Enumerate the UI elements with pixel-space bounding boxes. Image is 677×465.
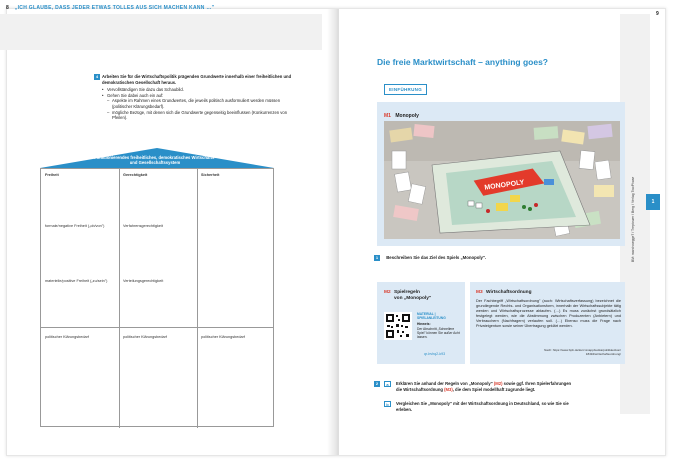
m2-title: Spielregeln — [394, 290, 420, 295]
m2-web-code[interactable]: qr-bvhq2-k93 — [424, 352, 446, 356]
column-header-freiheit: Freiheit — [45, 173, 59, 177]
house-diagram — [40, 168, 274, 427]
m3-source: Nach: https://www.bpb.de/kurz-knapp/lexika/politiklexikon/ 18494/wirtschaftsordnung/ — [544, 348, 621, 356]
m2-info — [417, 312, 461, 339]
task-2b — [374, 401, 574, 412]
task-intro: Arbeiten Sie für die Wirtschaftspolitik prägenden Grundwerte innerhalb einer freiheitlichen und demokratischen Gesellschaft heraus. — [102, 74, 292, 85]
column-header-gerechtigkeit: Gerechtigkeit — [123, 173, 148, 177]
m2-hint-label: Hinweis: — [417, 322, 431, 327]
task-bullet: • Vervollständigen Sie dazu das Schaubild. — [102, 87, 292, 93]
cell-text: politischer Klärungsbedarf — [201, 335, 245, 339]
task-text: Erklären Sie anhand der Regeln von „Monopoly" — [396, 381, 494, 386]
material-ref: (M3) — [444, 386, 453, 392]
m1-number: M1 — [384, 113, 391, 119]
monopoly-photo — [384, 121, 620, 239]
task-bullets — [102, 87, 292, 121]
cell-text: formale/negative Freiheit („ob/von") — [45, 224, 105, 228]
task-text: sowie ggf. Ihren Spielerfahrungen die Wirtschaftsordnung — [396, 381, 572, 392]
task-number-badge: 4 — [95, 74, 99, 79]
m3-title: Wirtschaftsordnung — [486, 290, 532, 295]
cell-text: Verfahrensgerechtigkeit — [123, 224, 163, 228]
m2-number: M2 — [384, 290, 391, 295]
task-1 — [374, 255, 486, 261]
subtask-letter: a — [384, 381, 391, 387]
task-2a — [374, 381, 574, 392]
task-number-badge: 2 — [375, 381, 379, 386]
task-number-badge: 1 — [375, 255, 379, 260]
left-header-band — [0, 14, 322, 50]
task-text: Vergleichen Sie „Monopoly" mit der Wirtschaftsordnung in Deutschland, so wie Sie sie erleben. — [396, 401, 569, 412]
column-header-sicherheit: Sicherheit — [201, 173, 220, 177]
side-credit-text: BM: marchwegge7 / Treptower / Berg / Verlag TwoPhase — [631, 176, 635, 262]
cell-text: politischer Klärungsbedarf — [123, 335, 167, 339]
task-bullet: • Gehen Sie dabei auch ein auf: — [102, 93, 292, 99]
task-text: , die dem Spiel modellhaft zugrunde liegt. — [452, 386, 536, 392]
intro-tag: EINFÜHRUNG — [384, 84, 427, 95]
left-task — [95, 74, 292, 121]
qr-code-icon[interactable] — [384, 312, 412, 340]
right-page-number: 9 — [656, 11, 659, 17]
house-roof-title: Funktionierendes freiheitliches, demokratisches Wirtschafts- und Gesellschaftssystem — [94, 155, 216, 165]
cell-text: politischer Klärungsbedarf — [45, 335, 89, 339]
task-2 — [374, 381, 574, 421]
m2-material-heading: MATERIAL | SPIELANLEITUNG — [417, 312, 446, 321]
svg-text:MONOPOLY: MONOPOLY — [484, 179, 525, 192]
chapter-tab[interactable]: 1 — [646, 194, 660, 210]
house-row-divider — [41, 327, 273, 328]
m3-body-text: Der Fachbegriff „Wirtschaftsordnung" (auch: Wirtschaftsverfassung) bezeichnet die grundlegende Rechts- und Organisationsform, innerhalb der Wirtschaftssubjekte tätig werden und Wirtschaftsprozesse ablaufen. (…) Es muss zunächst grundsätzlich festgelegt werden, wie die Abstimmung zwischen Produzenten (Anbietern) und Verbrauchern (Nachfragern) verlaufen soll. (…) Ebenso muss die Frage nach Privateigentum sowie seiner Übertragung geklärt werden. — [476, 299, 621, 328]
task-text: Beschreiben Sie das Ziel des Spiels „Monopoly". — [386, 255, 487, 260]
m2-title-block — [384, 290, 431, 302]
house-column-divider — [197, 169, 198, 428]
material-ref: (M2) — [493, 381, 503, 386]
subtask-letter: b — [384, 401, 391, 407]
task-sub-bullet: – Aspekte im Rahmen eines Grundwertes, die jeweils politisch ausformuliert werden müssen (politischer Klärungsbedarf). — [102, 98, 292, 109]
running-title: „ICH GLAUBE, DASS JEDER ETWAS TOLLES AUS SICH MACHEN KANN …" — [14, 5, 215, 11]
m1-title: Monopoly — [395, 113, 419, 119]
m1-label — [384, 113, 419, 119]
m3-title-block — [476, 290, 532, 295]
page-title: Die freie Marktwirtschaft – anything goes? — [377, 57, 548, 67]
left-page-number: 8 — [6, 5, 10, 11]
running-header — [6, 5, 214, 11]
m3-number: M3 — [476, 290, 483, 295]
m2-subtitle: von „Monopoly" — [394, 296, 432, 301]
m2-hint-text: Der Abschnitt „Schnellere Spiel" können Sie außer Acht lassen. — [417, 326, 460, 340]
cell-text: Verteilungsgerechtigkeit — [123, 279, 164, 283]
house-column-divider — [119, 169, 120, 428]
task-sub-bullet: – mögliche Bezüge, mit denen sich die Grundwerte gegenseitig beeinflussen (Konkurrenzen von Pfeilen). — [102, 110, 292, 121]
cell-text: materielle/positive Freiheit („zu/sein") — [45, 279, 108, 283]
